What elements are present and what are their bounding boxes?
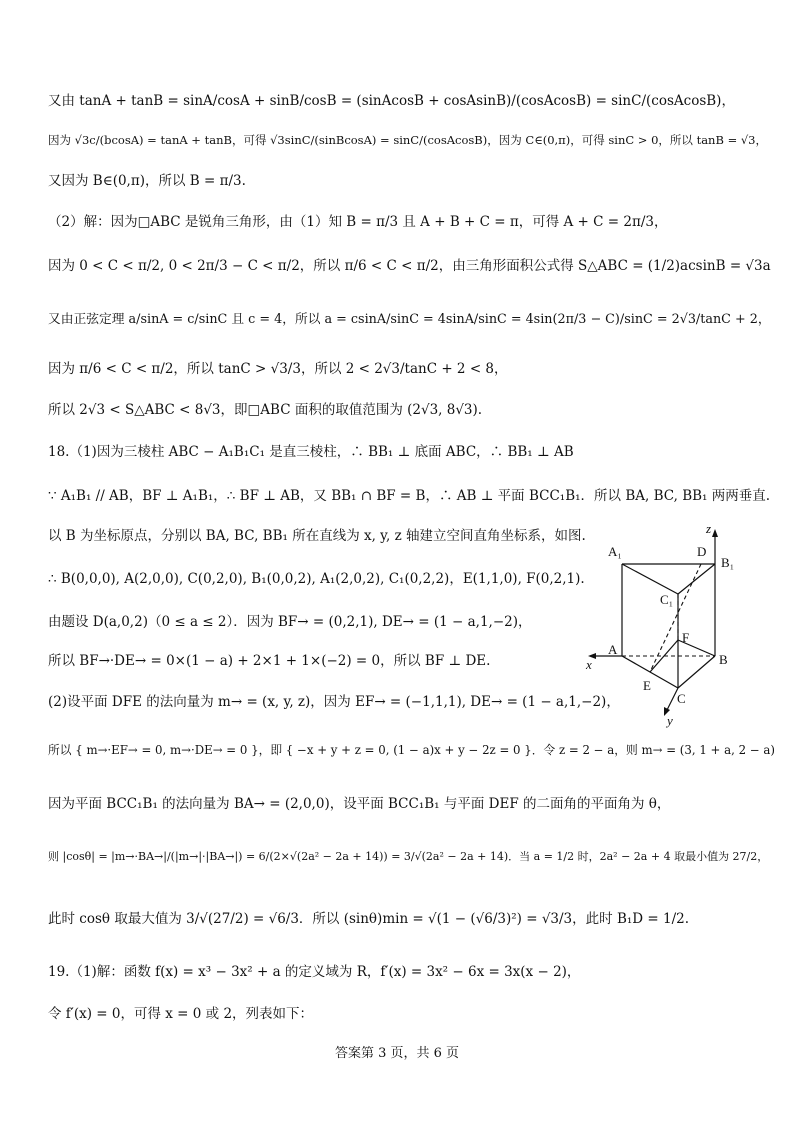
line-4: （2）解：因为□ABC 是锐角三角形，由（1）知 B = π/3 且 A + B + C = π，可得 A + C = 2π/3， — [48, 214, 668, 230]
label-x: x — [586, 657, 592, 672]
line-5: 因为 0 < C < π/2, 0 < 2π/3 − C < π/2，所以 π/6 < C < π/2，由三角形面积公式得 S△ABC = (1/2)acsinB = √3a — [48, 258, 771, 274]
line-9: 18.（1)因为三棱柱 ABC − A₁B₁C₁ 是直三棱柱，∴ BB₁ ⊥ 底面 ABC，∴ BB₁ ⊥ AB — [48, 444, 574, 460]
label-z: z — [706, 521, 712, 536]
line-1: 又由 tanA + tanB = sinA/cosA + sinB/cosB = (sinAcosB + cosAsinB)/(cosAcosB) = sinC/(cosAcosB)， — [48, 93, 735, 109]
line-6: 又由正弦定理 a/sinA = c/sinC 且 c = 4，所以 a = csinA/sinC = 4sinA/sinC = 4sin(2π/3 − C)/sinC = 2√3/tanC + 2， — [48, 312, 771, 327]
line-17: 因为平面 BCC₁B₁ 的法向量为 BA→ = (2,0,0)，设平面 BCC₁B₁ 与平面 DEF 的二面角的平面角为 θ， — [48, 796, 671, 812]
line-12: ∴ B(0,0,0), A(2,0,0), C(0,2,0), B₁(0,0,2), A₁(2,0,2), C₁(0,2,2)，E(1,1,0), F(0,2,1). — [48, 571, 585, 587]
arrow-z — [712, 529, 718, 537]
line-19: 此时 cosθ 取最大值为 3/√(27/2) = √6/3．所以 (sinθ)min = √(1 − (√6/3)²) = √3/3，此时 B₁D = 1/2. — [48, 911, 690, 927]
label-F: F — [682, 630, 690, 645]
label-D: D — [697, 544, 707, 559]
line-20: 19.（1)解：函数 f(x) = x³ − 3x² + a 的定义域为 R，f′(x) = 3x² − 6x = 3x(x − 2)， — [48, 964, 581, 980]
label-E: E — [643, 678, 651, 693]
line-10: ∵ A₁B₁ // AB，BF ⊥ A₁B₁，∴ BF ⊥ AB，又 BB₁ ∩ BF = B，∴ AB ⊥ 平面 BCC₁B₁．所以 BA, BC, BB₁ 两两垂直. — [48, 488, 771, 504]
edge-C-B — [678, 656, 715, 688]
label-C1: C₁ — [660, 592, 674, 607]
line-15: (2)设平面 DFE 的法向量为 m→ = (x, y, z)，因为 EF→ = (−1,1,1), DE→ = (1 − a,1,−2)， — [48, 694, 620, 710]
prism-figure — [580, 520, 780, 730]
label-A1: A₁ — [608, 544, 622, 559]
label-A: A — [608, 642, 618, 657]
line-13: 由题设 D(a,0,2)（0 ≤ a ≤ 2）．因为 BF→ = (0,2,1), DE→ = (1 − a,1,−2)， — [48, 614, 532, 630]
line-11: 以 B 为坐标原点，分别以 BA, BC, BB₁ 所在直线为 x, y, z 轴建立空间直角坐标系，如图. — [48, 528, 586, 544]
label-B: B — [719, 652, 728, 667]
line-18: 则 |cosθ| = |m→·BA→|/(|m→|·|BA→|) = 6/(2×√(2a² − 2a + 14)) = 3/√(2a² − 2a + 14)．当 a = 1/2 时，2a² − 2a + 4 取最小值为 27/2， — [48, 850, 769, 863]
line-7: 因为 π/6 < C < π/2，所以 tanC > √3/3，所以 2 < 2√3/tanC + 2 < 8， — [48, 361, 508, 377]
label-B1: B₁ — [721, 555, 735, 570]
line-8: 所以 2√3 < S△ABC < 8√3，即□ABC 面积的取值范围为 (2√3, 8√3). — [48, 402, 483, 418]
edge-C1-B1 — [678, 564, 715, 594]
page-footer: 答案第 3 页，共 6 页 — [334, 1046, 460, 1061]
line-16: 所以 { m→·EF→ = 0, m→·DE→ = 0 }，即 { −x + y + z = 0, (1 − a)x + y − 2z = 0 }．令 z = 2 − a，则 m→ = (3, 1 + a, 2 − a) — [48, 743, 775, 757]
line-21: 令 f′(x) = 0，可得 x = 0 或 2，列表如下： — [48, 1006, 314, 1022]
line-3: 又因为 B∈(0,π)，所以 B = π/3. — [48, 173, 246, 189]
line-2: 因为 √3c/(bcosA) = tanA + tanB，可得 √3sinC/(sinBcosA) = sinC/(cosAcosB)，因为 C∈(0,π)，可得 sinC > 0，所以 tanB = √3， — [48, 133, 768, 147]
label-C: C — [677, 691, 686, 706]
label-y: y — [667, 713, 673, 728]
line-14: 所以 BF→·DE→ = 0×(1 − a) + 2×1 + 1×(−2) = 0，所以 BF ⊥ DE. — [48, 653, 491, 669]
edge-A1-C1 — [622, 564, 678, 594]
